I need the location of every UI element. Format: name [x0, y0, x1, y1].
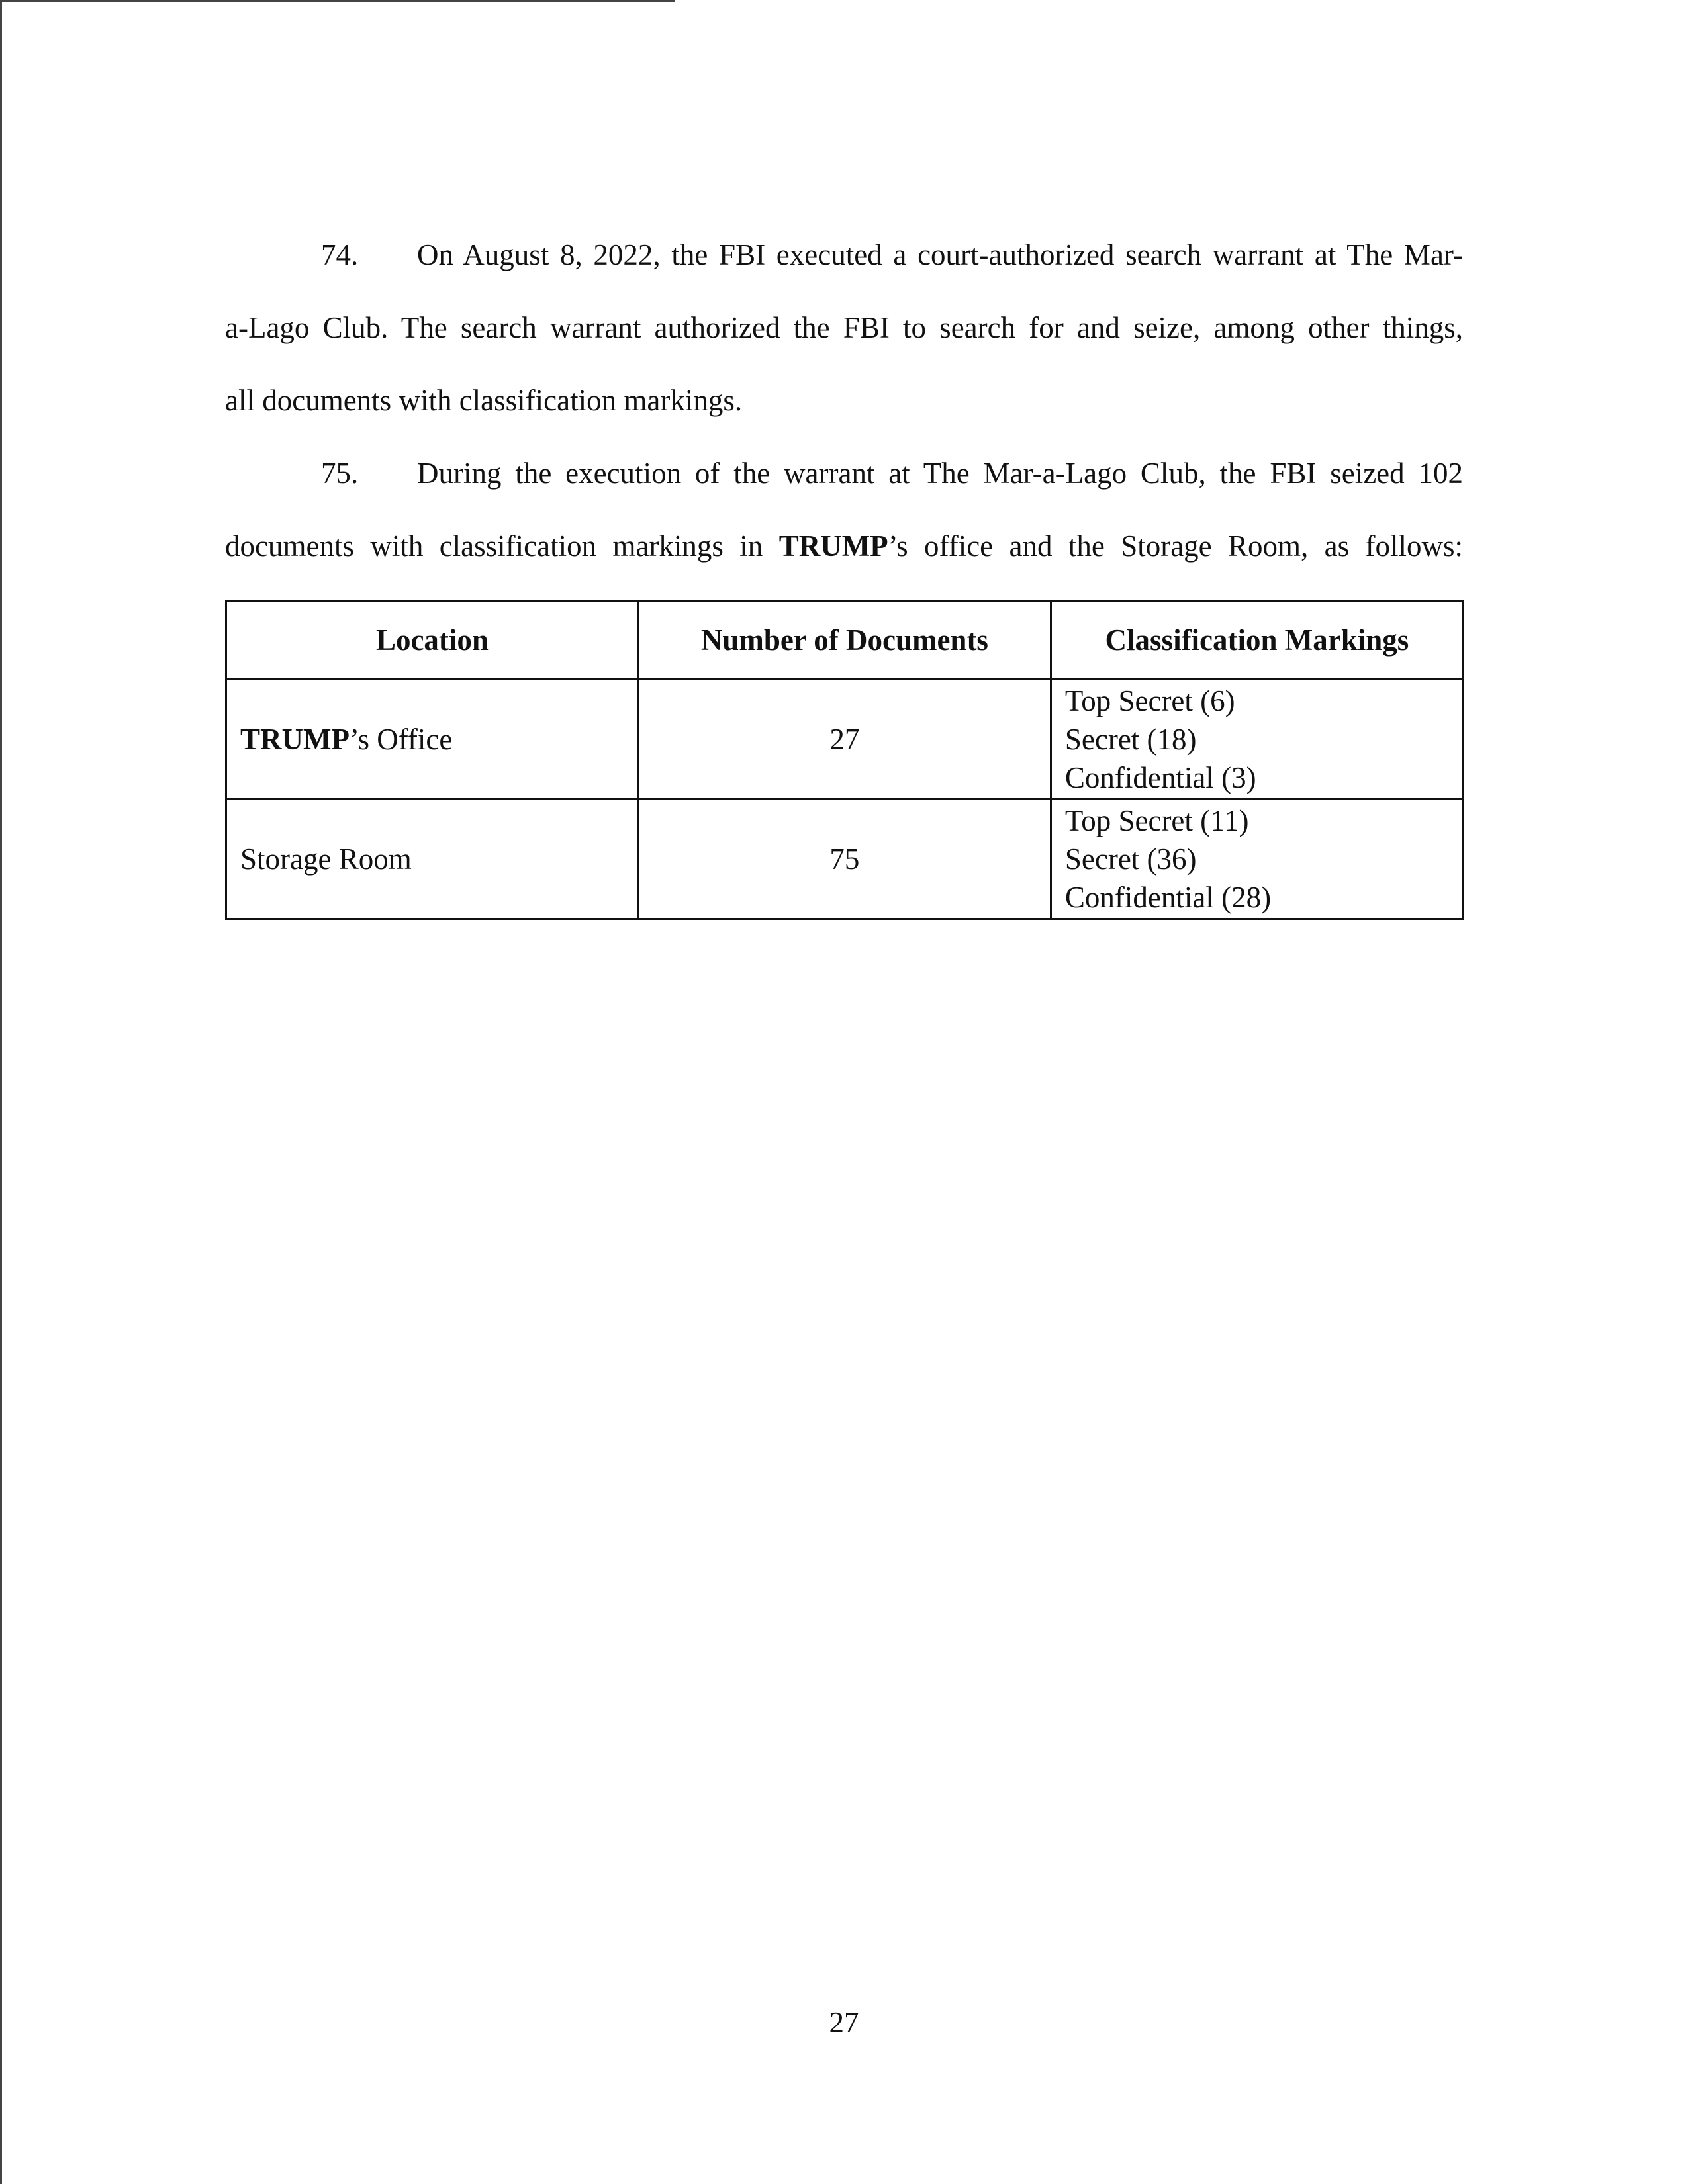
paragraph-75-line-1: 75. During the execution of the warrant at The Mar-a-Lago Club, the FBI seized 102	[225, 437, 1463, 510]
defendant-name: TRUMP	[778, 529, 888, 563]
table-row	[226, 799, 1464, 919]
paragraph-74-line-2: a-Lago Club. The search warrant authorized the FBI to search for and seize, among other things,	[225, 311, 1463, 344]
document-count-cell: 75	[638, 799, 1051, 919]
markings-cell	[1051, 680, 1463, 799]
markings-cell	[1051, 799, 1463, 919]
table-header-row	[226, 601, 1464, 680]
paragraph-74	[225, 218, 1463, 437]
paragraph-75	[225, 437, 1463, 582]
marking-top-secret: Top Secret (6)	[1064, 684, 1235, 717]
marking-secret: Secret (36)	[1064, 842, 1197, 876]
paragraph-74-line-3: all documents with classification markings.	[225, 384, 743, 417]
paragraph-74-line-1: 74. On August 8, 2022, the FBI executed a court-authorized search warrant at The Mar-	[225, 218, 1463, 291]
header-classification-markings: Classification Markings	[1051, 601, 1463, 680]
marking-top-secret: Top Secret (11)	[1064, 804, 1249, 837]
marking-confidential: Confidential (3)	[1064, 761, 1256, 794]
paragraph-number: 74.	[321, 238, 359, 271]
paragraph-75-line-2: documents with classification markings in TRUMP’s office and the Storage Room, as follows:	[225, 529, 1464, 563]
document-count-cell: 27	[638, 680, 1051, 799]
location-cell: TRUMP’s Office	[226, 680, 639, 799]
page-number: 27	[829, 2006, 859, 2039]
marking-confidential: Confidential (28)	[1064, 881, 1272, 914]
scan-edge-left	[0, 0, 2, 2184]
paragraph-number: 75.	[321, 457, 359, 490]
location-cell: Storage Room	[226, 799, 639, 919]
header-number-of-documents: Number of Documents	[638, 601, 1051, 680]
marking-secret: Secret (18)	[1064, 723, 1197, 756]
classified-documents-table	[225, 600, 1464, 920]
header-location: Location	[226, 601, 639, 680]
table-row	[226, 680, 1464, 799]
scan-edge-top	[0, 0, 675, 2]
